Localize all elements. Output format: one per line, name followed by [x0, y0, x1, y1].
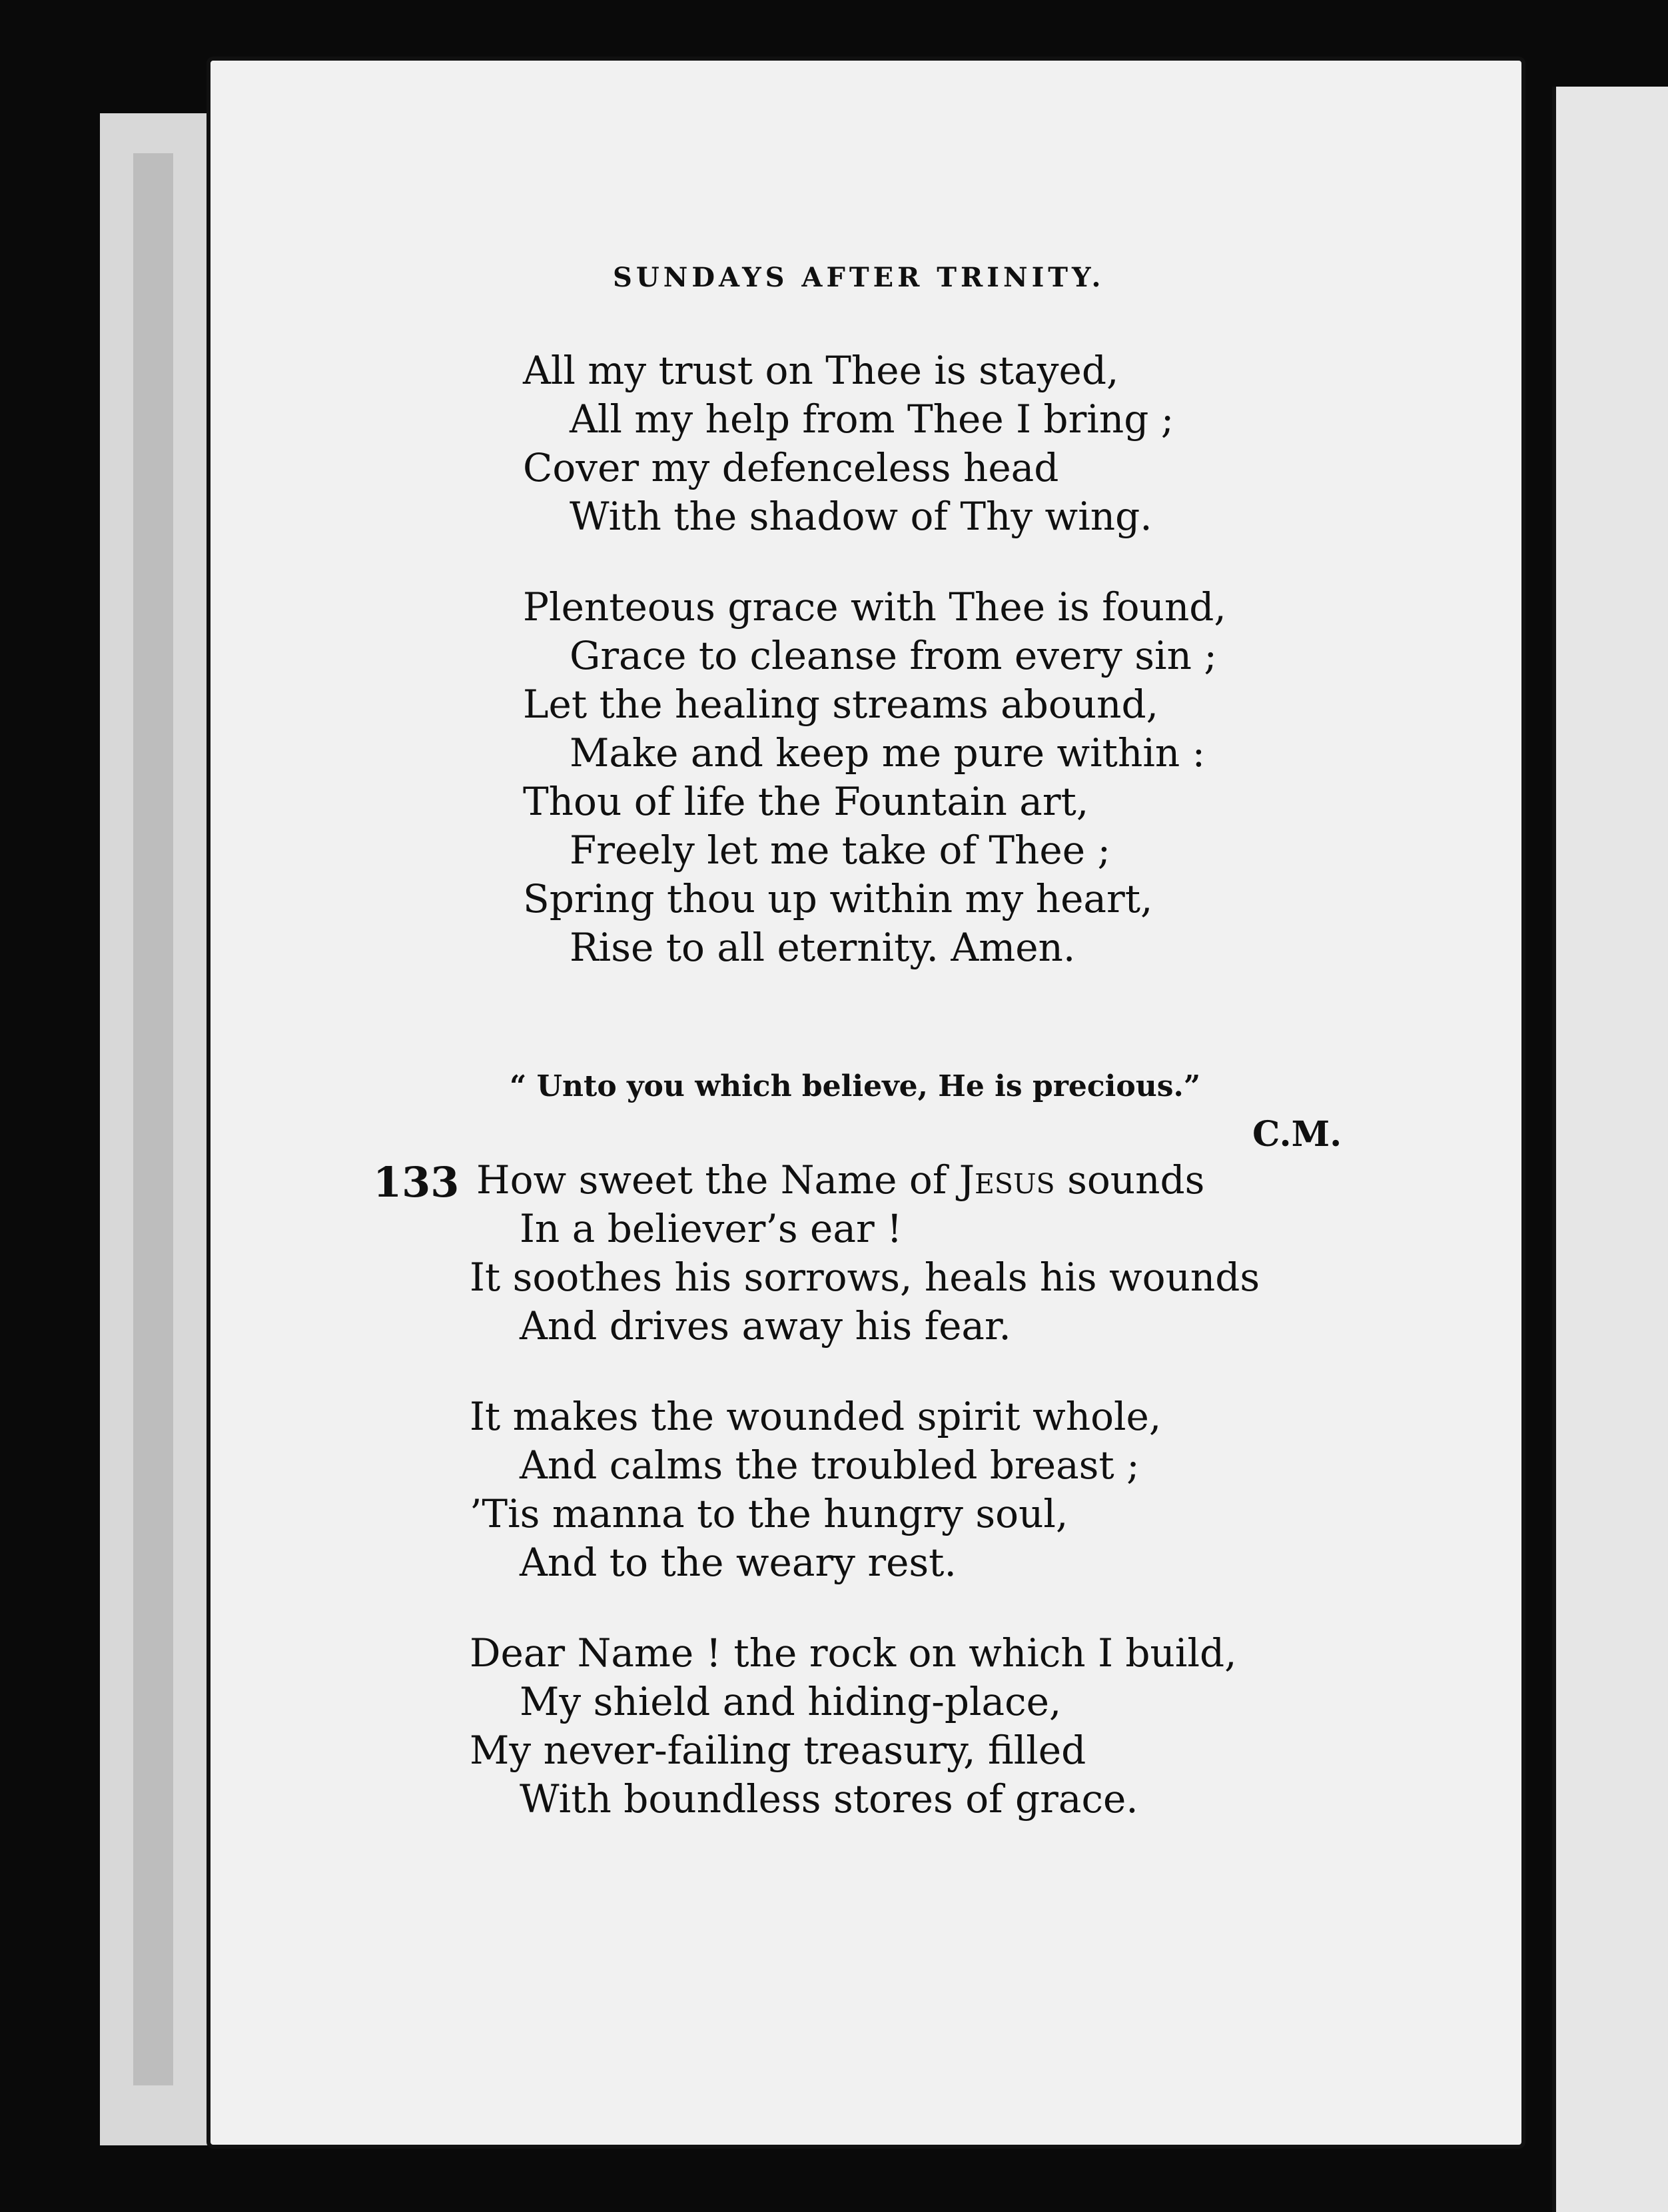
verse-line: Grace to cleanse from every sin ; [570, 633, 1217, 678]
verse-line: And drives away his fear. [520, 1303, 1011, 1349]
verse-line: Dear Name ! the rock on which I build, [470, 1630, 1237, 1676]
verse-line: Make and keep me pure within : [570, 730, 1206, 776]
verse-line: It makes the wounded spirit whole, [470, 1394, 1162, 1439]
facing-page-edge [1552, 87, 1668, 2212]
hymn-meter: C.M. [1252, 1114, 1342, 1155]
first-line-end: sounds [1054, 1157, 1205, 1203]
verse-line: It soothes his sorrows, heals his wounds [470, 1255, 1260, 1300]
verse-line: Freely let me take of Thee ; [570, 828, 1111, 873]
verse-line: And calms the troubled breast ; [520, 1442, 1140, 1488]
verse-line: All my trust on Thee is stayed, [523, 348, 1119, 393]
hymn-epigraph: “ Unto you which believe, He is precious.” [510, 1069, 1201, 1103]
verse-line: Spring thou up within my heart, [523, 876, 1153, 921]
hymn-number: 133 [373, 1158, 460, 1207]
verse-line: In a believer’s ear ! [520, 1206, 903, 1251]
verse-line: Plenteous grace with Thee is found, [523, 584, 1226, 630]
verse-line: My shield and hiding-place, [520, 1679, 1062, 1724]
verse-line: With the shadow of Thy wing. [570, 494, 1152, 539]
verse-line: Rise to all eternity. Amen. [570, 925, 1076, 970]
verse-line: Thou of life the Fountain art, [523, 779, 1089, 824]
verse-line: My never-failing treasury, filled [470, 1728, 1086, 1773]
verse-line: All my help from Thee I bring ; [570, 396, 1174, 442]
first-line-name: Jesus [959, 1157, 1055, 1203]
book-edge-shadow [133, 153, 173, 2085]
running-header: SUNDAYS AFTER TRINITY. [613, 262, 1105, 293]
verse-line: And to the weary rest. [520, 1540, 957, 1585]
verse-line: With boundless stores of grace. [520, 1776, 1138, 1822]
verse-line: Let the healing streams abound, [523, 682, 1159, 727]
verse-line-first [476, 1156, 1204, 1204]
verse-line: ’Tis manna to the hungry soul, [470, 1491, 1068, 1536]
first-line-start: How sweet the Name of [476, 1157, 959, 1203]
verse-line: Cover my defenceless head [523, 445, 1059, 490]
